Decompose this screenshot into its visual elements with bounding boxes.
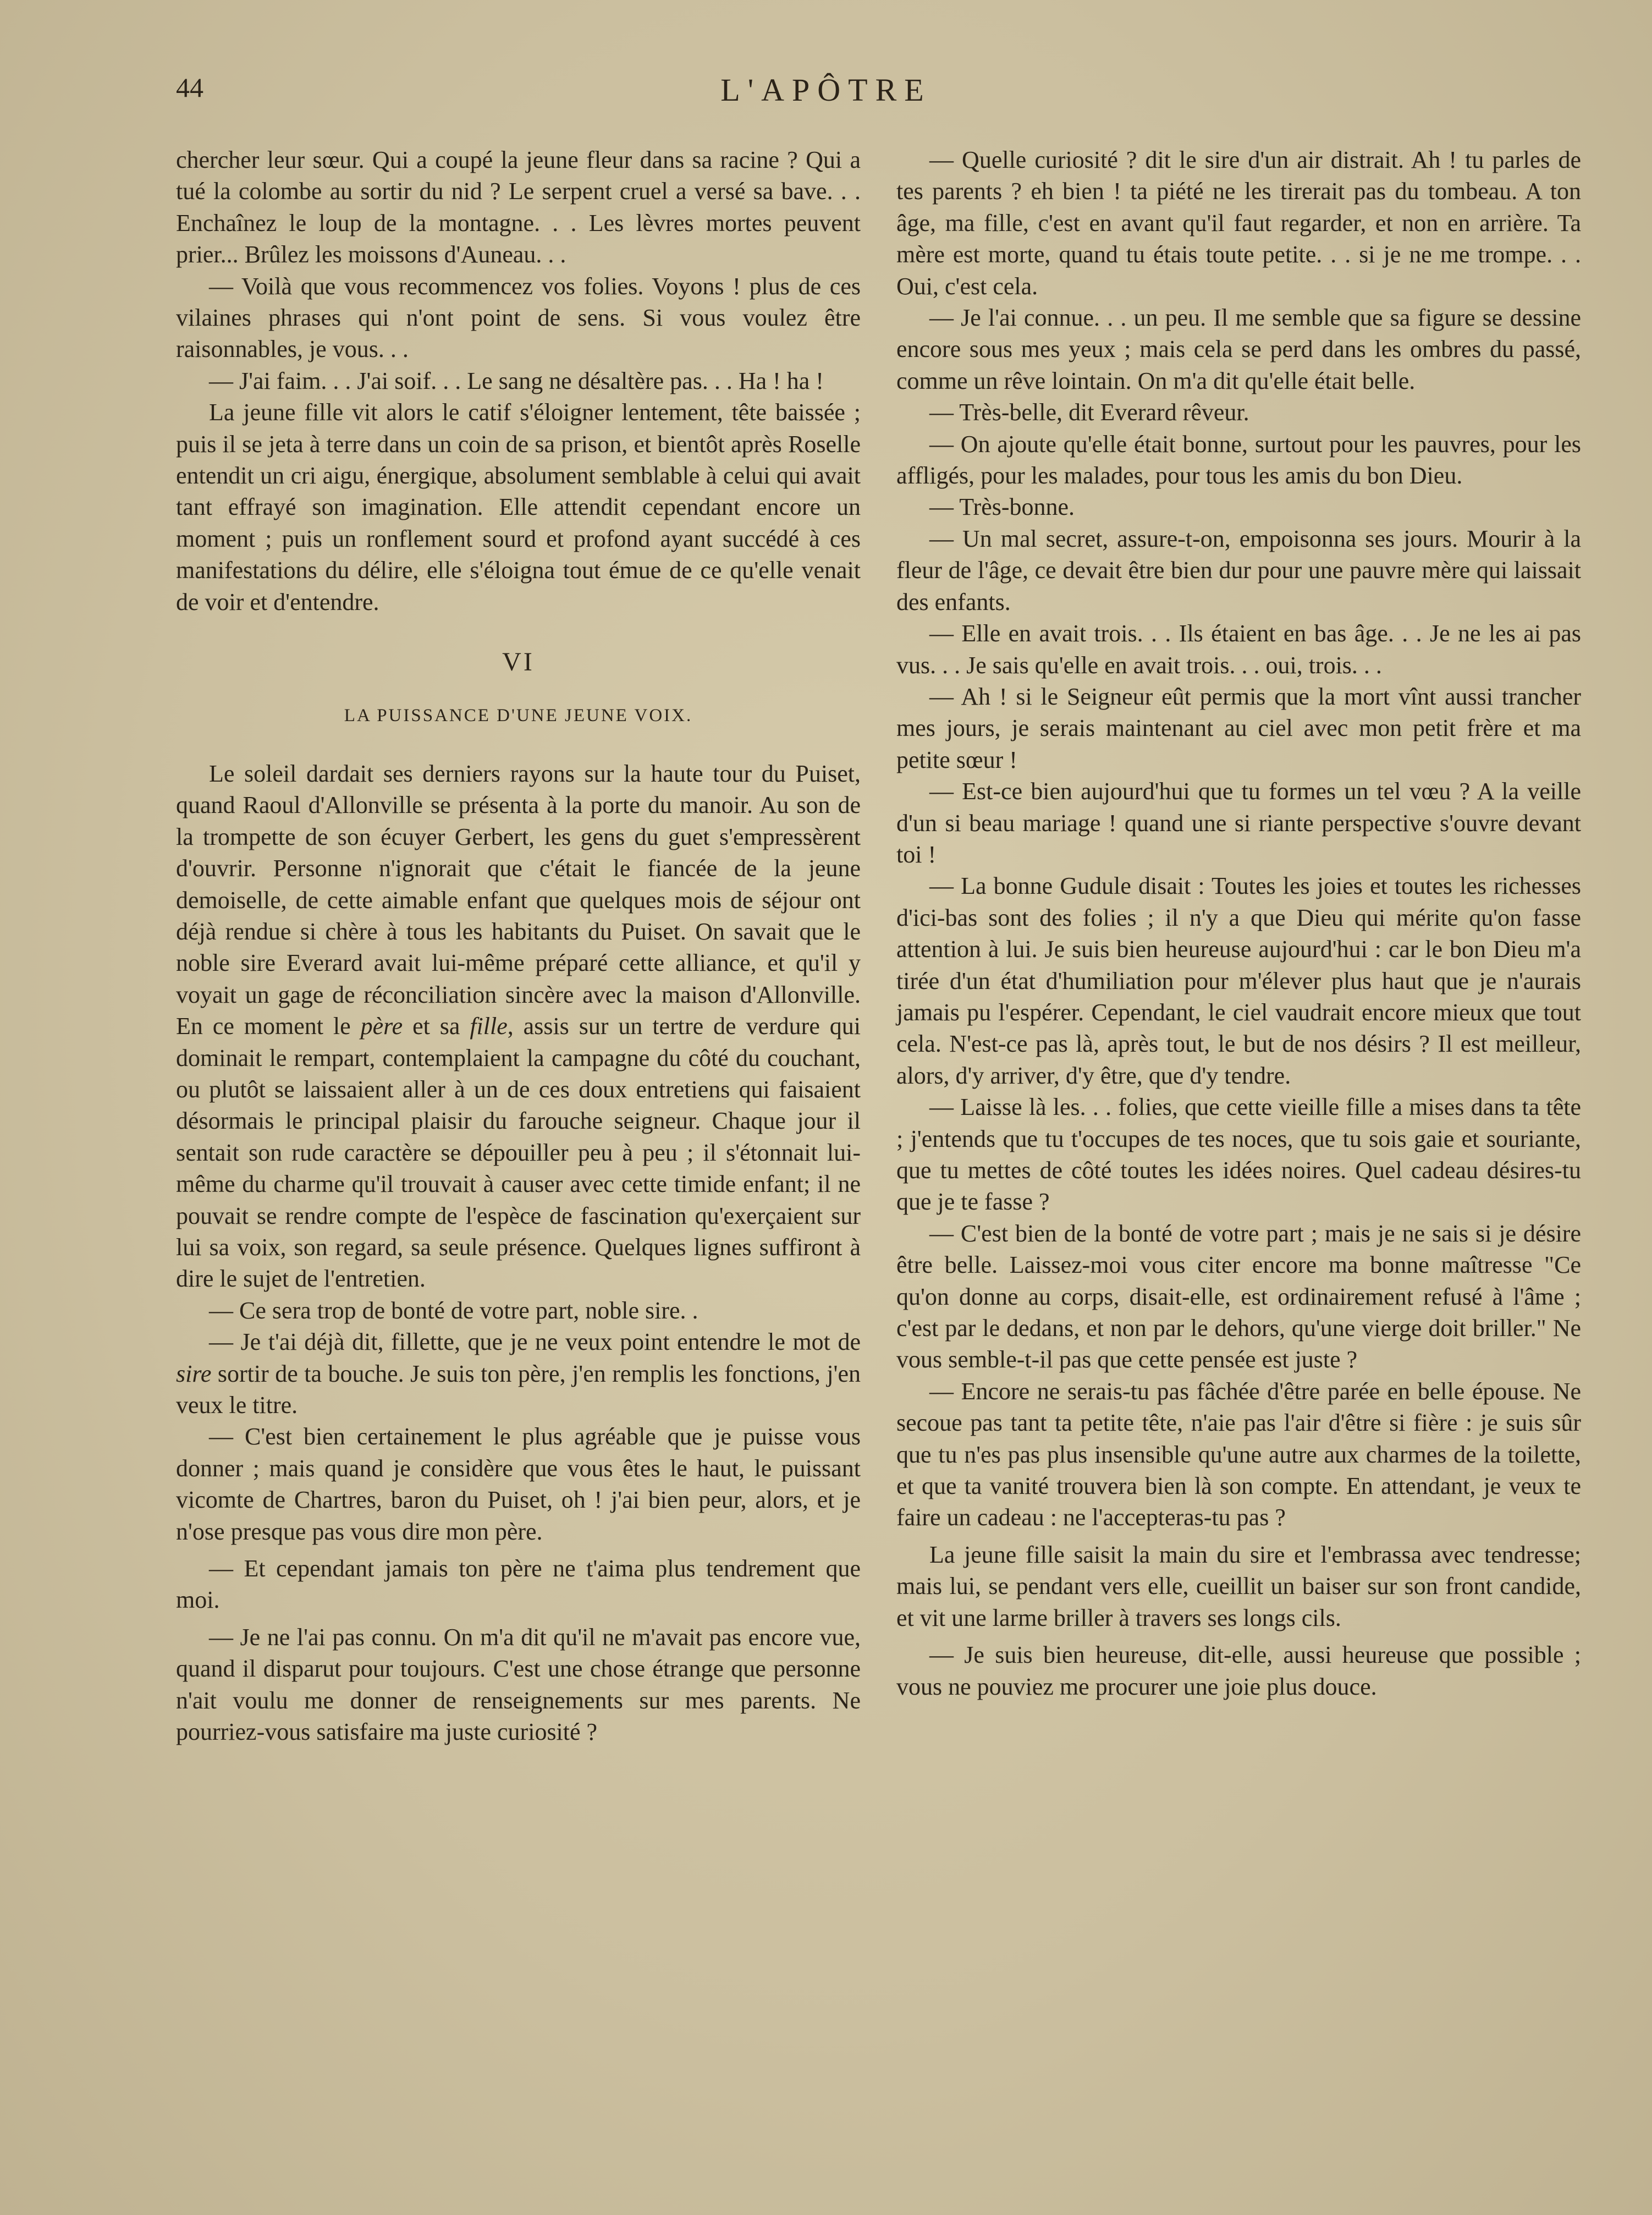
paragraph: — Ce sera trop de bonté de votre part, noble sire. . [209,1296,698,1324]
running-title: L'APÔTRE [720,72,932,108]
paragraph: — Ah ! si le Seigneur eût permis que la mort vînt aussi trancher mes jours, je serais maintenant au ciel avec mon petit frère et ma petite sœur ! [896,683,1581,773]
paragraph: La jeune fille saisit la main du sire et l'embrassa avec tendresse; mais lui, se pendant vers elle, cueillit un baiser sur son front candide, et vit une larme briller à travers ses longs cils. [896,1541,1581,1631]
paragraph: — J'ai faim. . . J'ai soif. . . Le sang ne désaltère pas. . . Ha ! ha ! [209,367,824,394]
paragraph: — C'est bien de la bonté de votre part ; mais je ne sais si je désire être belle. Laissez-moi vous citer encore ma bonne maîtresse "Ce qu'on donne au corps, disait-elle, est ordinairement refusé à l'âme ; c'est par le dedans, et non par le dehors, qu'une vierge doit briller." Ne vous semble-t-il pas que cette pensée est juste ? [896,1219,1581,1373]
paragraph: — Un mal secret, assure-t-on, empoisonna ses jours. Mourir à la fleur de l'âge, ce devait être bien dur pour une pauvre mère qui laissait des enfants. [896,525,1581,615]
text-run: — Je t'ai déjà dit, fillette, que je ne veux point entendre le mot de [209,1328,861,1356]
paragraph: — Est-ce bien aujourd'hui que tu formes un tel vœu ? A la veille d'un si beau mariage ! quand une si riante perspective s'ouvre devant toi ! [896,778,1581,868]
paragraph: — Encore ne serais-tu pas fâchée d'être parée en belle épouse. Ne secoue pas tant ta petite tête, n'aie pas l'air d'être si fière : je suis sûr que tu n'es pas plus insensible qu'une autre aux charmes de la toilette, et que ta vanité trouvera bien là son compte. En attendant, je veux te faire un cadeau : ne l'accepteras-tu pas ? [896,1377,1581,1531]
italic-text: père [360,1013,403,1040]
paragraph: chercher leur sœur. Qui a coupé la jeune fleur dans sa racine ? Qui a tué la colombe au sortir du nid ? Le serpent cruel a versé sa bave. . . Enchaînez le loup de la montagne. . . Les lèvres mortes peuvent prier... Brûlez les moissons d'Auneau. . . [176,146,861,268]
paragraph: — Très-bonne. [929,493,1075,521]
page-number: 44 [176,72,203,103]
right-column [896,144,1581,1702]
chapter-number: VI [502,647,535,677]
left-column [176,144,861,1748]
paragraph: — La bonne Gudule disait : Toutes les joies et toutes les richesses d'ici-bas sont des folies ; il n'y a que Dieu qui mérite qu'on fasse attention à lui. Je suis bien heureuse aujourd'hui : car le bon Dieu m'a tirée d'un état d'humiliation pour m'élever plus haut que je n'aurais jamais pu l'espérer. Cependant, le ciel vaudrait encore mieux que tout cela. N'est-ce pas là, après tout, le but de nos désirs ? Il est meilleur, alors, d'y arriver, d'y être, que d'y tendre. [896,872,1581,1089]
text-run: , assis sur un tertre de verdure qui dominait le rempart, contemplaient la campagne du côté du couchant, ou plutôt se laissaient aller à un de ces doux entretiens qui faisaient désormais le principal plaisir du farouche seigneur. Chaque jour il sentait son rude caractère se dépouiller peu à peu ; il s'étonnait lui-même du charme qu'il trouvait à causer avec cette timide enfant; il ne pouvait se rendre compte de l'espèce de fascination qu'exerçaient sur lui sa voix, son regard, sa seule présence. Quelques lignes suffiront à dire le sujet de l'entretien. [176,1013,861,1293]
paragraph: — Je suis bien heureuse, dit-elle, aussi heureuse que possible ; vous ne pouviez me procurer une joie plus douce. [896,1641,1581,1700]
paragraph: — C'est bien certainement le plus agréable que je puisse vous donner ; mais quand je considère que vous êtes le haut, le puissant vicomte de Chartres, baron du Puiset, oh ! j'ai bien peur, alors, et je n'ose presque pas vous dire mon père. [176,1423,861,1545]
text-run: Le soleil dardait ses derniers rayons sur la haute tour du Puiset, quand Raoul d'Allonville se présenta à la porte du manoir. Au son de la trompette de son écuyer Gerbert, les gens du guet s'empressèrent d'ouvrir. Personne n'ignorait que c'était le fiancée de la jeune demoiselle, de cette aimable enfant que quelques mois de séjour ont déjà rendue si chère à tous les habitants du Puiset. On savait que le noble sire Everard avait lui-même préparé cette alliance, et qu'il y voyait un gage de réconciliation sincère avec la maison d'Allonville. En ce moment le [176,760,861,1040]
paragraph: — Je l'ai connue. . . un peu. Il me semble que sa figure se dessine encore sous mes yeux ; mais cela se perd dans les ombres du passé, comme un rêve lointain. On m'a dit qu'elle était belle. [896,304,1581,394]
paragraph: — Laisse là les. . . folies, que cette vieille fille a mises dans ta tête ; j'entends que tu t'occupes de tes noces, que tu sois gaie et souriante, que tu mettes de côté toutes les idées noires. Quel cadeau désires-tu que je te fasse ? [896,1093,1581,1216]
italic-text: fille [470,1013,508,1040]
paragraph: — Je ne l'ai pas connu. On m'a dit qu'il ne m'avait pas encore vue, quand il disparut pour toujours. C'est une chose étrange que personne n'ait voulu me donner de renseignements sur mes parents. Ne pourriez-vous satisfaire ma juste curiosité ? [176,1623,861,1746]
italic-text: sire [176,1360,212,1387]
paragraph: — Elle en avait trois. . . Ils étaient en bas âge. . . Je ne les ai pas vus. . . Je sais qu'elle en avait trois. . . oui, trois. . . [896,620,1581,679]
chapter-title: LA PUISSANCE D'UNE JEUNE VOIX. [344,705,693,725]
paragraph [176,1326,861,1421]
paragraph: — Quelle curiosité ? dit le sire d'un air distrait. Ah ! tu parles de tes parents ? eh bien ! ta piété ne les tirerait pas du tombeau. A ton âge, ma fille, c'est en avant qu'il faut regarder, et non en arrière. Ta mère est morte, quand tu étais toute petite. . . si je ne me trompe. . . Oui, c'est cela. [896,146,1581,300]
page-header [176,72,1476,110]
paragraph: — On ajoute qu'elle était bonne, surtout pour les pauvres, pour les affligés, pour les malades, pour tous les amis du bon Dieu. [896,430,1581,490]
paragraph: — Et cependant jamais ton père ne t'aima plus tendrement que moi. [176,1555,861,1614]
paragraph: La jeune fille vit alors le catif s'éloigner lentement, tête baissée ; puis il se jeta à terre dans un coin de sa prison, et bientôt après Roselle entendit un cri aigu, énergique, absolument semblable à celui qui avait tant effrayé son imagination. Elle attendit cependant encore un moment ; puis un ronflement sourd et profond ayant succédé à ces manifestations du délire, elle s'éloigna tout émue de ce qu'elle venait de voir et d'entendre. [176,399,861,615]
text-run: sortir de ta bouche. Je suis ton père, j'en remplis les fonctions, j'en veux le titre. [176,1360,861,1419]
paragraph: — Très-belle, dit Everard rêveur. [929,399,1249,426]
paragraph: — Voilà que vous recommencez vos folies. Voyons ! plus de ces vilaines phrases qui n'ont point de sens. Si vous voulez être raisonnables, je vous. . . [176,272,861,363]
paragraph [176,758,861,1295]
text-run: et sa [412,1013,460,1040]
